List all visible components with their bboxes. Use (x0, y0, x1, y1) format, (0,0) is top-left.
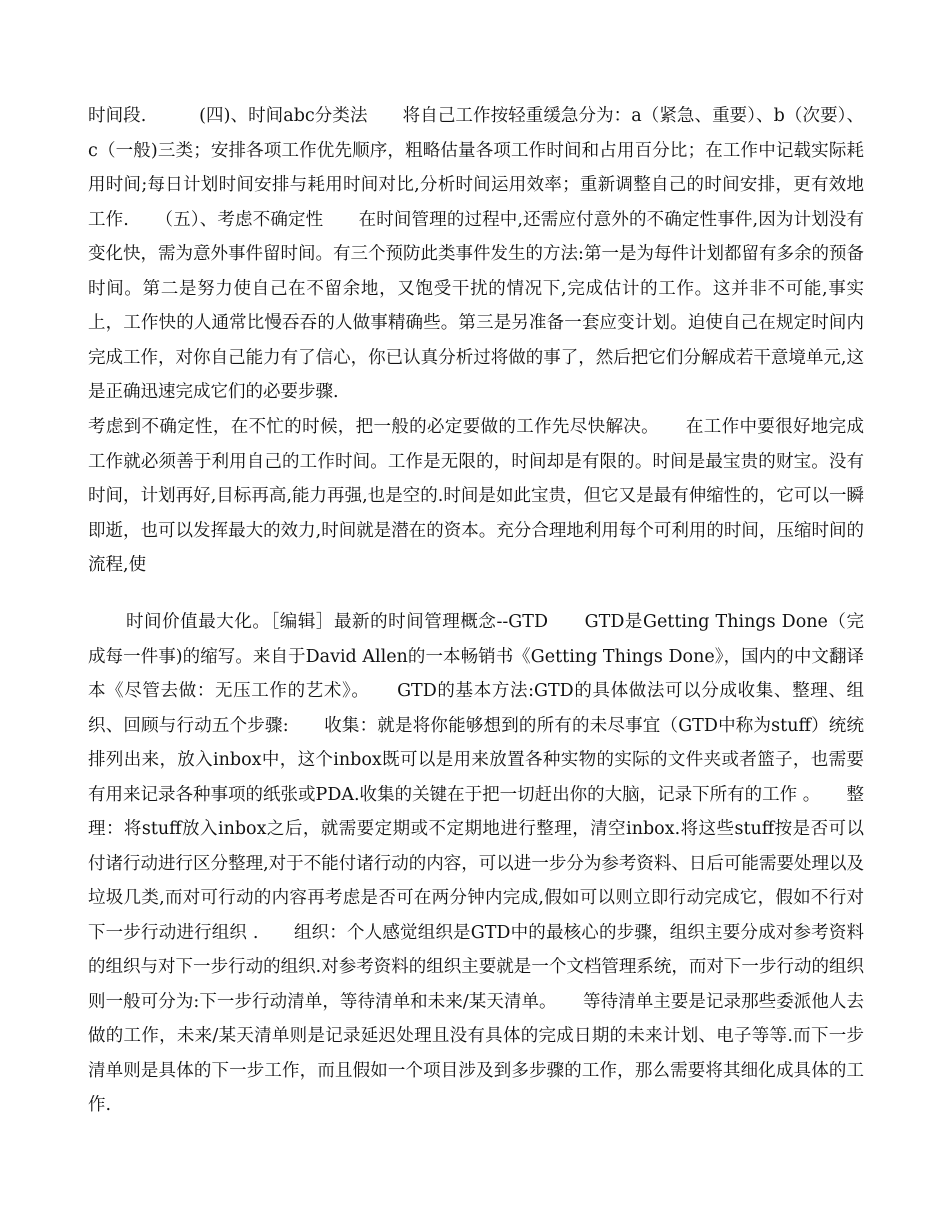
paragraph-uncertainty-and-time-value: 考虑到不确定性，在不忙的时候，把一般的必定要做的工作先尽快解决。 在工作中要很好地完成工作就必须善于利用自己的工作时间。工作是无限的，时间却是有限的。时间是最宝贵的财宝。没有时间，计划再好,目标再高,能力再强,也是空的.时间是如此宝贵，但它又是最有伸缩性的，它可以一瞬即逝，也可以发挥最大的效力,时间就是潜在的资本。充分合理地利用每个可利用的时间，压缩时间的流程,使 (88, 417, 864, 575)
paragraph-gtd-concept: 时间价值最大化。［编辑］最新的时间管理概念--GTD GTD是Getting Things Done（完成每一件事)的缩写。来自于David Allen的一本畅销书《Getting Things Done》，国内的中文翻译本《尽管去做：无压工作的艺术》。 GTD的基本方法:GTD的具体做法可以分成收集、整理、组织、回顾与行动五个步骤: 收集：就是将你能够想到的所有的未尽事宜（GTD中称为stuff）统统排列出来，放入inbox中，这个inbox既可以是用来放置各种实物的实际的文件夹或者篮子，也需要有用来记录各种事项的纸张或PDA.收集的关键在于把一切赶出你的大脑，记录下所有的工作 。 整理：将stuff放入inbox之后，就需要定期或不定期地进行整理，清空inbox.将这些stuff按是否可以付诸行动进行区分整理,对于不能付诸行动的内容，可以进一步分为参考资料、日后可能需要处理以及垃圾几类,而对可行动的内容再考虑是否可在两分钟内完成,假如可以则立即行动完成它，假如不行对下一步行动进行组织 . 组织：个人感觉组织是GTD中的最核心的步骤，组织主要分成对参考资料的组织与对下一步行动的组织.对参考资料的组织主要就是一个文档管理系统，而对下一步行动的组织则一般可分为:下一步行动清单，等待清单和未来/某天清单。 等待清单主要是记录那些委派他人去做的工作，未来/某天清单则是记录延迟处理且没有具体的完成日期的未来计划、电子等等.而下一步清单则是具体的下一步工作，而且假如一个项目涉及到多步骤的工作，那么需要将其细化成具体的工作. (88, 612, 864, 1115)
paragraph-time-management-methods: 时间段. (四)、时间abc分类法 将自己工作按轻重缓急分为：a（紧急、重要）、b（次要）、c（一般)三类；安排各项工作优先顺序，粗略估量各项工作时间和占用百分比；在工作中记载实际耗用时间;每日计划时间安排与耗用时间对比,分析时间运用效率；重新调整自己的时间安排，更有效地工作. （五）、考虑不确定性 在时间管理的过程中,还需应付意外的不确定性事件,因为计划没有变化快，需为意外事件留时间。有三个预防此类事件发生的方法:第一是为每件计划都留有多余的预备时间。第二是努力使自己在不留余地，又饱受干扰的情况下,完成估计的工作。这并非不可能,事实上，工作快的人通常比慢吞吞的人做事精确些。第三是另准备一套应变计划。迫使自己在规定时间内完成工作，对你自己能力有了信心，你已认真分析过将做的事了，然后把它们分解成若干意境单元,这是正确迅速完成它们的必要步骤. (88, 106, 864, 402)
